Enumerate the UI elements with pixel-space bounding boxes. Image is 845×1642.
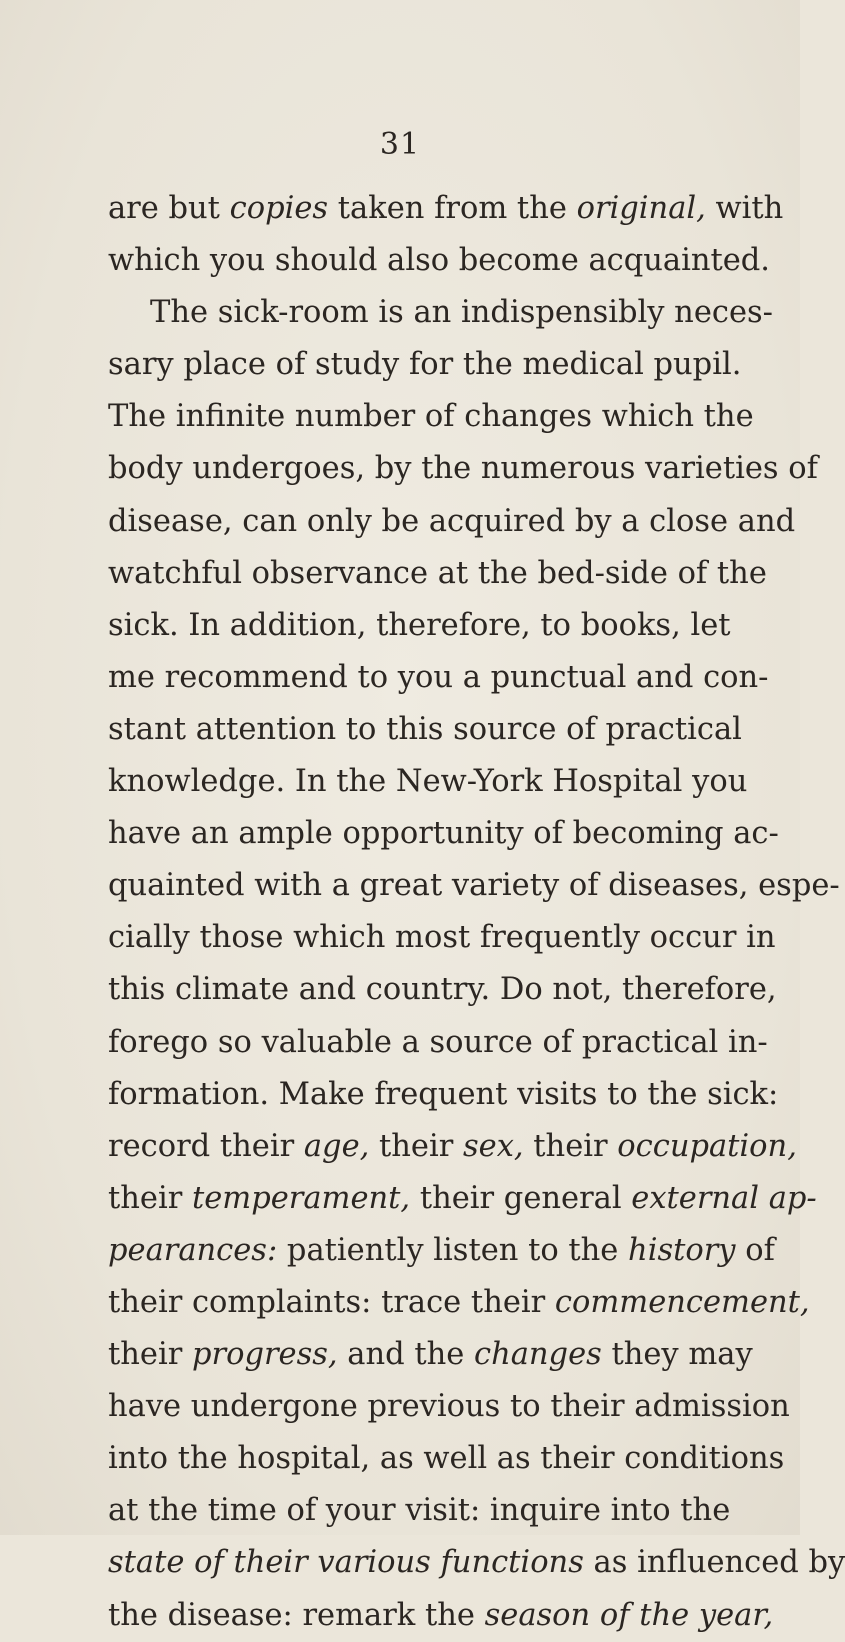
italic-text: state of their various functions (108, 1545, 584, 1581)
text-line (108, 548, 767, 600)
text-run: have undergone previous to their admission (108, 1389, 790, 1425)
text-run: sary place of study for the medical pupil. (108, 347, 742, 383)
text-run: are but (108, 191, 230, 226)
italic-text: external ap- (631, 1180, 817, 1216)
text-run: knowledge. In the New-York Hospital you (108, 764, 748, 800)
text-run: forego so valuable a source of practical in- (108, 1024, 768, 1060)
text-line (108, 860, 840, 912)
text-line (108, 600, 731, 652)
italic-text: progress, (191, 1337, 338, 1373)
text-line (108, 704, 742, 756)
italic-text: history (628, 1232, 736, 1268)
italic-text: temperament, (191, 1180, 411, 1216)
text-line (108, 1485, 731, 1537)
text-line (108, 1017, 768, 1069)
text-run: their (108, 1180, 192, 1216)
text-run: as influenced by (583, 1545, 845, 1581)
text-run: taken from the (328, 191, 577, 226)
text-line (108, 1590, 774, 1642)
text-run: patiently listen to the (277, 1232, 629, 1268)
italic-text: copies (229, 191, 329, 226)
text-run: The infinite number of changes which the (108, 399, 754, 435)
text-line (108, 1069, 779, 1121)
text-line (108, 1433, 785, 1485)
text-run: stant attention to this source of practical (108, 711, 742, 747)
italic-text: original, (576, 191, 706, 226)
text-line (108, 1225, 775, 1277)
text-line (108, 339, 742, 391)
text-line (108, 183, 784, 235)
text-run: at the time of your visit: inquire into the (108, 1493, 731, 1529)
italic-text: season of the year, (484, 1597, 774, 1633)
text-run: cially those which most frequently occur in (108, 920, 776, 956)
text-run: they may (601, 1337, 753, 1373)
text-line (108, 443, 818, 495)
italic-text: changes (474, 1337, 602, 1373)
text-line (108, 964, 777, 1016)
text-line (108, 287, 773, 339)
text-line (108, 912, 776, 964)
text-run: their (108, 1337, 192, 1373)
italic-text: occupation, (617, 1128, 797, 1164)
text-line (108, 1173, 817, 1225)
text-run: which you should also become acquainted. (108, 243, 771, 279)
text-line (108, 808, 779, 860)
text-line (108, 1537, 845, 1589)
text-line (108, 391, 754, 443)
italic-text: pearances: (108, 1232, 278, 1268)
text-run: body undergoes, by the numerous varieties of (108, 451, 818, 487)
text-run: sick. In addition, therefore, to books, let (108, 607, 731, 643)
italic-text: sex, (463, 1128, 524, 1164)
text-run: me recommend to you a punctual and con- (108, 659, 769, 695)
text-run: of (735, 1232, 775, 1268)
text-line (108, 756, 748, 808)
text-run: with (705, 191, 784, 226)
text-run: their (523, 1128, 618, 1164)
body-text (108, 183, 845, 1642)
text-run: the disease: remark the (108, 1597, 485, 1633)
text-run: The sick-room is an indispensibly neces- (150, 295, 773, 331)
italic-text: age, (303, 1128, 370, 1164)
text-run: their complaints: trace their (108, 1284, 555, 1320)
text-run: this climate and country. Do not, therefore, (108, 972, 777, 1008)
text-run: have an ample opportunity of becoming ac- (108, 816, 779, 852)
text-line (108, 1277, 810, 1329)
text-line (108, 1121, 797, 1173)
page-number: 31 (379, 127, 421, 162)
text-run: formation. Make frequent visits to the sick: (108, 1076, 779, 1112)
text-run: their general (410, 1180, 632, 1216)
text-run: watchful observance at the bed-side of the (108, 555, 767, 591)
text-line (108, 652, 769, 704)
text-line (108, 1329, 753, 1381)
text-run: into the hospital, as well as their conditions (108, 1441, 785, 1477)
text-run: their (369, 1128, 463, 1164)
italic-text: commencement, (554, 1284, 810, 1320)
text-run: and the (337, 1337, 474, 1373)
text-line (108, 496, 796, 548)
text-line (108, 1381, 790, 1433)
text-run: quainted with a great variety of diseases, espe- (108, 868, 840, 904)
text-run: record their (108, 1128, 304, 1164)
text-line (108, 235, 771, 287)
text-run: disease, can only be acquired by a close and (108, 503, 796, 539)
